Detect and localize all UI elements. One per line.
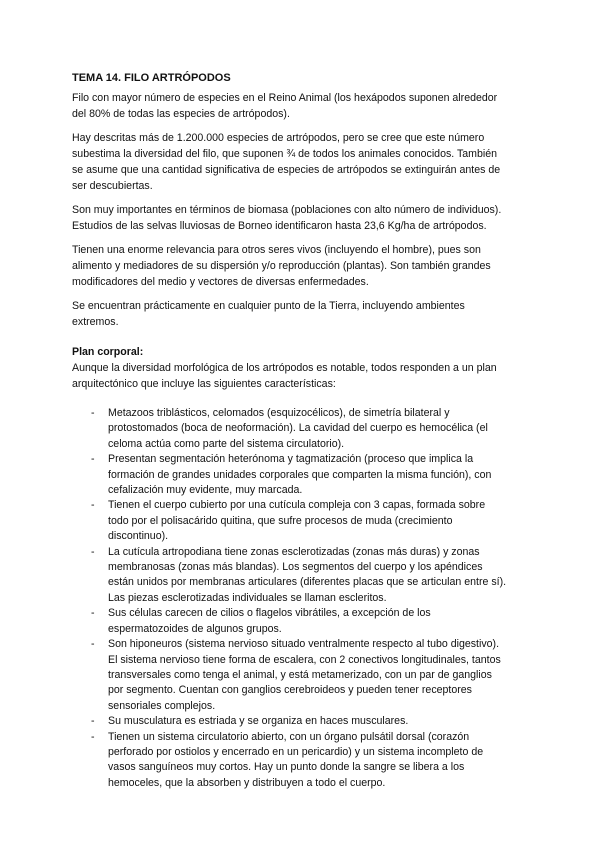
dash-bullet-icon: - (91, 499, 95, 512)
text-line: alimento y mediadores de su dispersión y/o reproducción (plantas). Son también grandes (72, 260, 491, 272)
dash-bullet-icon: - (91, 730, 95, 743)
text-line: Tienen un sistema circulatorio abierto, con un órgano pulsátil dorsal (corazón (108, 730, 470, 743)
text-line: extremos. (72, 316, 119, 328)
list-item (72, 406, 542, 452)
list-item (72, 730, 542, 792)
text-line: modificadores del medio y vectores de diversas enfermedades. (72, 276, 369, 288)
dash-bullet-icon: - (91, 638, 95, 651)
dash-bullet-icon: - (91, 607, 95, 620)
text-line: transversales como tenga el animal, y está metamerizado, con un par de ganglios (108, 668, 492, 681)
text-line: protostomados (boca de neoformación). La cavidad del cuerpo es hemocélica (el (108, 422, 488, 435)
section-intro (72, 360, 542, 392)
text-line: hemoceles, que la absorben y distribuyen a todo el cuerpo. (108, 776, 386, 789)
text-line: Filo con mayor número de especies en el Reino Animal (los hexápodos suponen alrededor (72, 92, 498, 104)
text-line: Sus células carecen de cilios o flagelos vibrátiles, a excepción de los (108, 607, 431, 620)
text-line: La cutícula artropodiana tiene zonas esclerotizadas (zonas más duras) y zonas (108, 545, 480, 558)
document-page (72, 70, 542, 791)
text-line: Aunque la diversidad morfológica de los artrópodos es notable, todos responden a un plan (72, 362, 497, 374)
list-item (72, 714, 542, 729)
text-line: Presentan segmentación heterónoma y tagmatización (proceso que implica la (108, 453, 474, 466)
list-item (72, 498, 542, 544)
text-line: del 80% de todas las especies de artrópodos). (72, 108, 290, 120)
text-line: sensoriales complejos. (108, 699, 216, 712)
dash-bullet-icon: - (91, 407, 95, 419)
text-line: arquitectónico que incluye las siguientes características: (72, 378, 336, 390)
text-line: membranosas (zonas más blandas). Los segmentos del cuerpo y los apéndices (108, 561, 483, 574)
text-line: Estudios de las selvas lluviosas de Borneo identificaron hasta 23,6 Kg/ha de artrópodos. (72, 220, 487, 232)
text-line: cefalización muy evidente, muy marcada. (108, 484, 303, 497)
section-heading: Plan corporal: (72, 346, 144, 358)
text-line: ser descubiertas. (72, 180, 153, 192)
text-line: Se encuentran prácticamente en cualquier punto de la Tierra, incluyendo ambientes (72, 300, 465, 312)
text-line: Metazoos triblásticos, celomados (esquizocélicos), de simetría bilateral y (108, 407, 450, 419)
list-item (72, 637, 542, 714)
text-line: Su musculatura es estriada y se organiza en haces musculares. (108, 715, 409, 728)
text-line: perforado por ostiolos y encerrado en un pericardio) y un sistema incompleto de (108, 745, 484, 758)
dash-bullet-icon: - (91, 453, 95, 466)
text-line: Tienen una enorme relevancia para otros seres vivos (incluyendo el hombre), pues son (72, 244, 481, 256)
text-line: Tienen el cuerpo cubierto por una cutícula compleja con 3 capas, formada sobre (108, 499, 486, 512)
dash-bullet-icon: - (91, 715, 95, 728)
list-item (72, 606, 542, 637)
paragraph (72, 242, 542, 290)
page-title: TEMA 14. FILO ARTRÓPODOS (72, 72, 231, 84)
list-item (72, 545, 542, 607)
text-line: Las piezas esclerotizadas individuales se llaman escleritos. (108, 591, 387, 604)
text-line: Hay descritas más de 1.200.000 especies de artrópodos, pero se cree que este número (72, 132, 485, 144)
text-line: se asume que una cantidad significativa de especies de artrópodos se extinguirán antes de (72, 164, 501, 176)
characteristics-list (72, 406, 542, 791)
text-line: subestima la diversidad del filo, que suponen ¾ de todos los animales conocidos. También (72, 148, 497, 160)
text-line: vasos sanguíneos muy cortos. Hay un punto donde la sangre se libera a los (108, 761, 465, 774)
text-line: todo por el polisacárido quitina, que sufre procesos de muda (crecimiento (108, 514, 453, 527)
text-line: celoma actúa como parte del sistema circulatorio). (108, 437, 345, 450)
paragraph (72, 202, 542, 234)
text-line: Son hiponeuros (sistema nervioso situado ventralmente respecto al tubo digestivo). (108, 638, 500, 651)
text-line: El sistema nervioso tiene forma de escalera, con 2 conectivos longitudinales, tantos (108, 653, 501, 666)
paragraph (72, 90, 542, 122)
intro-paragraphs (72, 90, 542, 330)
text-line: por segmento. Cuentan con ganglios cerebroideos y pueden tener receptores (108, 684, 472, 697)
paragraph (72, 130, 542, 194)
paragraph (72, 298, 542, 330)
list-item (72, 452, 542, 498)
text-line: están unidos por membranas articulares (diferentes placas que se articulan entre sí). (108, 576, 507, 589)
dash-bullet-icon: - (91, 545, 95, 558)
text-line: formación de grandes unidades corporales que comparten la misma función), con (108, 468, 492, 481)
text-line: Son muy importantes en términos de biomasa (poblaciones con alto número de individuos). (72, 204, 502, 216)
text-line: discontinuo). (108, 530, 169, 543)
text-line: espermatozoides de algunos grupos. (108, 622, 282, 635)
